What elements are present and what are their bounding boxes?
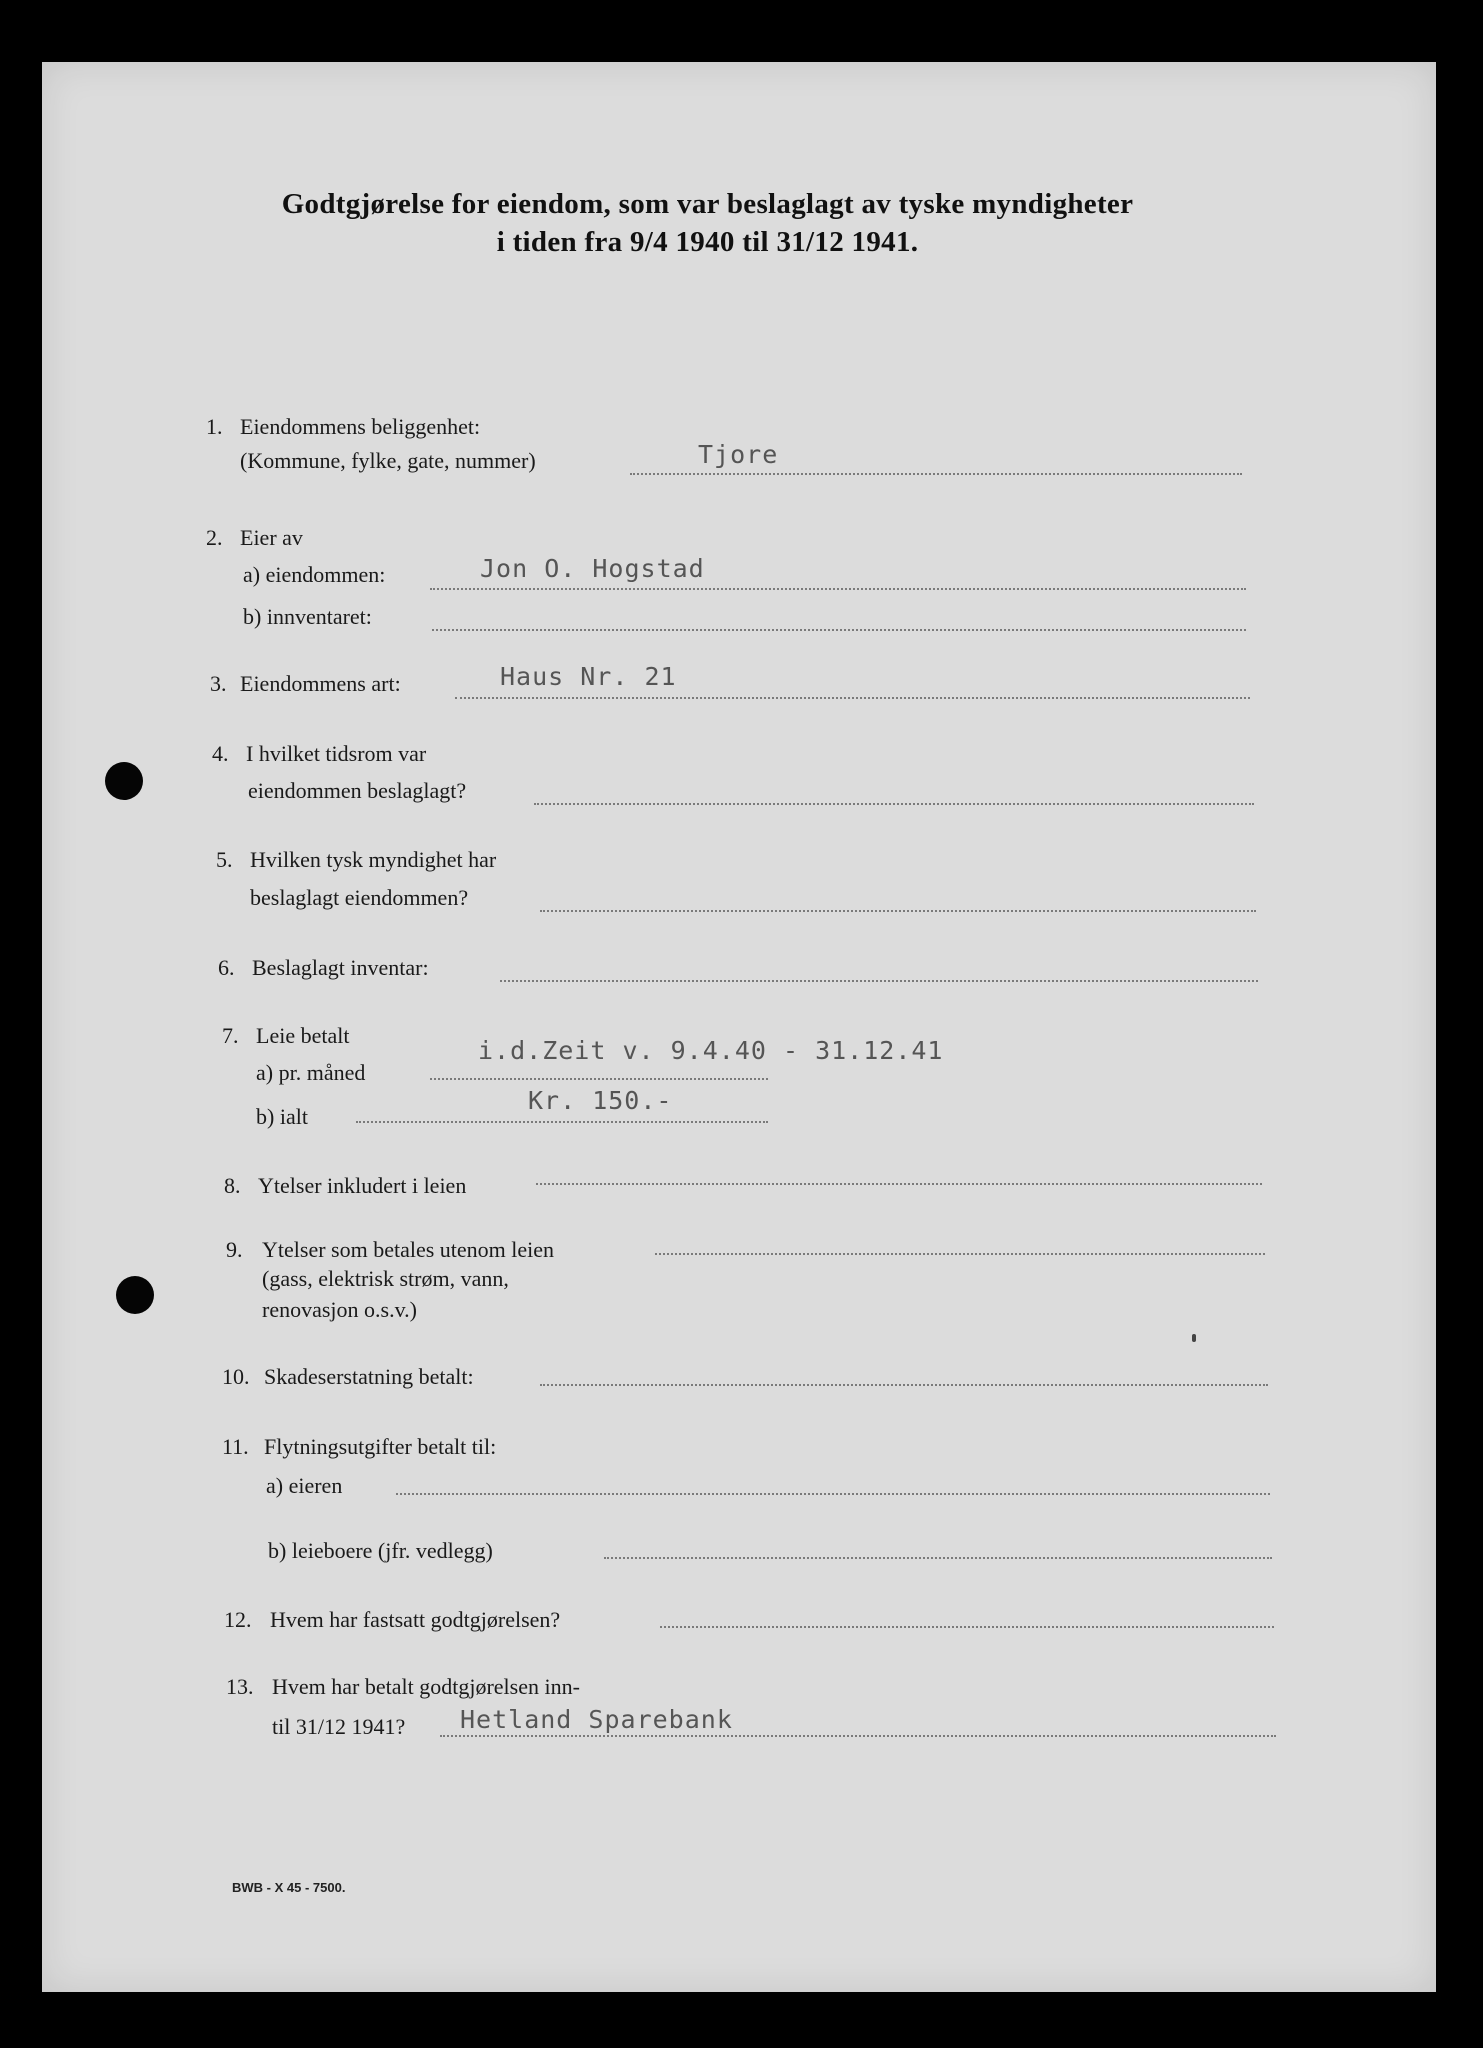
q13-answer-line[interactable] <box>440 1735 1276 1737</box>
q1-answer-line[interactable] <box>630 473 1242 475</box>
q7a-answer-line[interactable] <box>430 1078 768 1080</box>
q12-label: Hvem har fastsatt godtgjørelsen? <box>270 1607 561 1632</box>
q10-answer-line[interactable] <box>540 1384 1268 1386</box>
q7a-answer: i.d.Zeit v. 9.4.40 - 31.12.41 <box>478 1036 944 1065</box>
q7b-label: b) ialt <box>256 1104 308 1129</box>
q9-answer-line[interactable] <box>655 1253 1265 1255</box>
q7b-answer-line[interactable] <box>356 1121 768 1123</box>
q13-sublabel: til 31/12 1941? <box>272 1714 406 1739</box>
q6-label: Beslaglagt inventar: <box>252 955 429 980</box>
q9-label: Ytelser som betales utenom leien <box>262 1237 555 1262</box>
q2a-answer-line[interactable] <box>430 588 1246 590</box>
form-print-code: BWB - X 45 - 7500. <box>232 1880 346 1895</box>
q2b-label: b) innventaret: <box>243 604 372 629</box>
q3-number: 3. <box>210 671 227 696</box>
q4-sublabel: eiendommen beslaglagt? <box>248 778 467 803</box>
q2a-answer: Jon O. Hogstad <box>480 554 705 583</box>
q8-number: 8. <box>224 1173 241 1198</box>
q7-number: 7. <box>222 1023 239 1048</box>
q7-label: Leie betalt <box>256 1023 350 1048</box>
punch-hole-top <box>105 762 143 800</box>
q1-sublabel: (Kommune, fylke, gate, nummer) <box>240 448 536 473</box>
q2a-label: a) eiendommen: <box>243 562 386 587</box>
q8-label: Ytelser inkludert i leien <box>258 1173 467 1198</box>
q9-number: 9. <box>226 1237 243 1262</box>
q9-sublabel-1: (gass, elektrisk strøm, vann, <box>262 1266 509 1291</box>
paper-speck <box>1192 1334 1196 1342</box>
form-title-line1: Godtgjørelse for eiendom, som var beslaglagt av tyske myndigheter <box>281 188 1134 220</box>
q4-label: I hvilket tidsrom var <box>246 741 427 766</box>
q3-answer: Haus Nr. 21 <box>500 662 677 691</box>
punch-hole-bottom <box>116 1276 154 1314</box>
q5-answer-line[interactable] <box>540 910 1256 912</box>
q13-answer: Hetland Sparebank <box>460 1705 733 1734</box>
q11-label: Flytningsutgifter betalt til: <box>264 1434 497 1459</box>
q1-number: 1. <box>206 414 223 439</box>
q1-label: Eiendommens beliggenhet: <box>240 414 481 439</box>
q2-number: 2. <box>206 525 223 550</box>
q8-answer-line[interactable] <box>536 1183 1262 1185</box>
q5-number: 5. <box>216 847 233 872</box>
form-page <box>42 62 1436 1992</box>
q13-label: Hvem har betalt godtgjørelsen inn- <box>272 1674 580 1699</box>
q10-number: 10. <box>222 1364 250 1389</box>
q11b-answer-line[interactable] <box>604 1557 1272 1559</box>
q1-answer: Tjore <box>698 440 779 469</box>
q11b-label: b) leieboere (jfr. vedlegg) <box>268 1538 493 1563</box>
q11-number: 11. <box>222 1434 249 1459</box>
q12-answer-line[interactable] <box>660 1626 1274 1628</box>
q3-label: Eiendommens art: <box>240 671 401 696</box>
q4-number: 4. <box>212 741 229 766</box>
q5-sublabel: beslaglagt eiendommen? <box>250 885 469 910</box>
q9-sublabel-2: renovasjon o.s.v.) <box>262 1297 417 1322</box>
q7b-answer: Kr. 150.- <box>528 1086 673 1115</box>
q11a-label: a) eieren <box>266 1473 343 1498</box>
q13-number: 13. <box>226 1674 254 1699</box>
q11a-answer-line[interactable] <box>396 1493 1270 1495</box>
form-title-line2: i tiden fra 9/4 1940 til 31/12 1941. <box>496 226 919 258</box>
q5-label: Hvilken tysk myndighet har <box>250 847 497 872</box>
q7a-label: a) pr. måned <box>256 1060 366 1085</box>
q2b-answer-line[interactable] <box>432 629 1246 631</box>
q2-label: Eier av <box>240 525 303 550</box>
q10-label: Skadeserstatning betalt: <box>264 1364 474 1389</box>
q12-number: 12. <box>224 1607 252 1632</box>
q6-number: 6. <box>218 955 235 980</box>
q6-answer-line[interactable] <box>500 980 1258 982</box>
q4-answer-line[interactable] <box>534 803 1254 805</box>
q3-answer-line[interactable] <box>455 697 1250 699</box>
